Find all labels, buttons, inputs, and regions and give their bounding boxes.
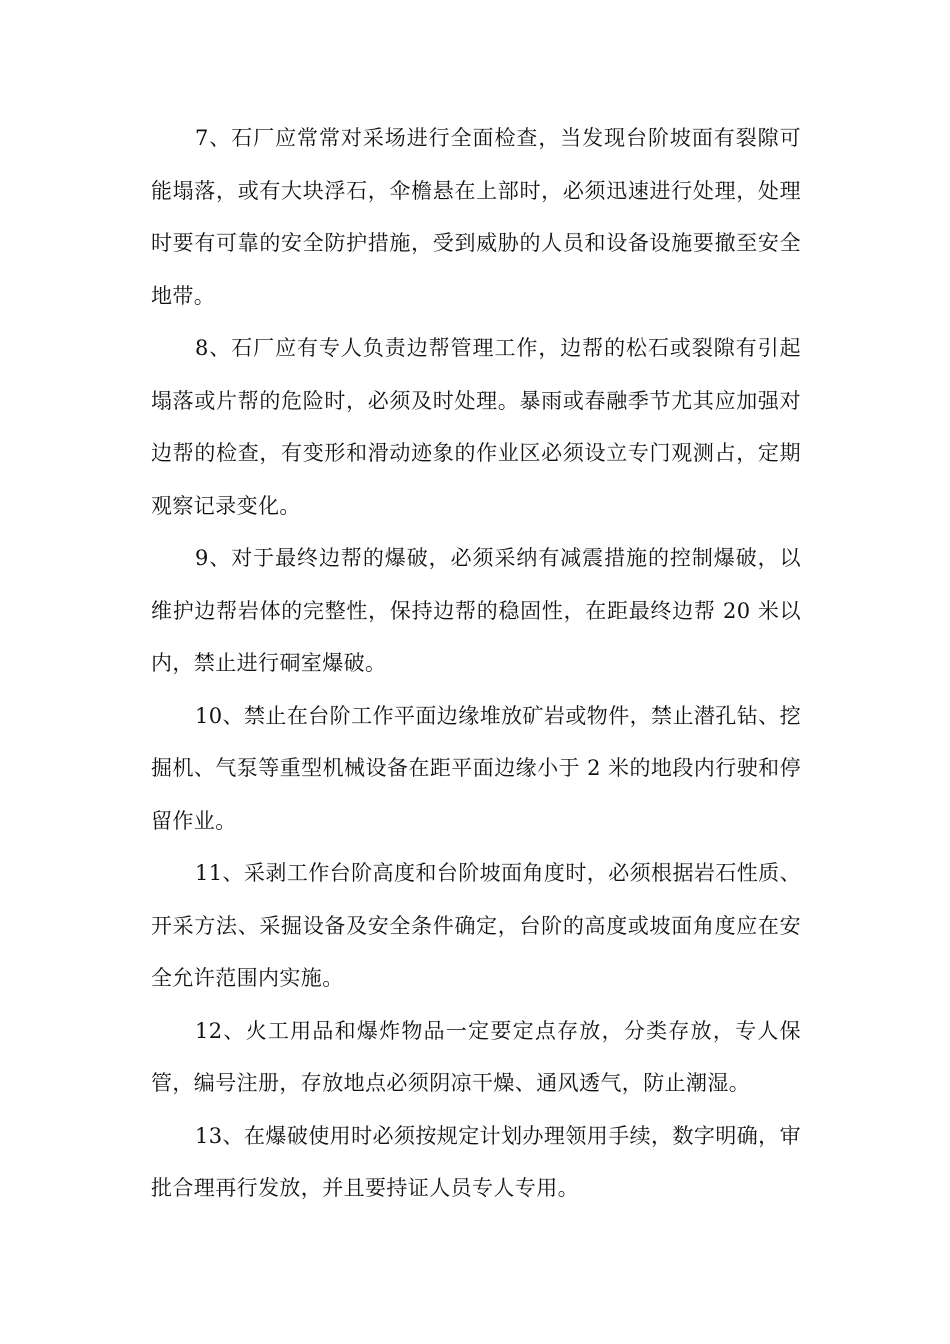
- paragraph-item-13: 13、在爆破使用时必须按规定计划办理领用手续，数字明确，审批合理再行发放，并且要持证人员专人专用。: [151, 1123, 801, 1200]
- paragraph-item-9: 9、对于最终边帮的爆破，必须采纳有减震措施的控制爆破，以维护边帮岩体的完整性，保持边帮的稳固性，在距最终边帮 20 米以内，禁止进行硐室爆破。: [151, 546, 801, 675]
- paragraph-item-7: 7、石厂应常常对采场进行全面检查，当发现台阶坡面有裂隙可能塌落，或有大块浮石，伞檐悬在上部时，必须迅速进行处理，处理时要有可靠的安全防护措施，受到威胁的人员和设备设施要撤至安全地带。: [151, 126, 801, 308]
- paragraph-item-8: 8、石厂应有专人负责边帮管理工作，边帮的松石或裂隙有引起塌落或片帮的危险时，必须及时处理。暴雨或春融季节尤其应加强对边帮的检查，有变形和滑动迹象的作业区必须设立专门观测占，定期观察记录变化。: [151, 336, 801, 518]
- paragraph-item-10: 10、禁止在台阶工作平面边缘堆放矿岩或物件，禁止潜孔钻、挖掘机、气泵等重型机械设备在距平面边缘小于 2 米的地段内行驶和停留作业。: [151, 703, 801, 833]
- document-body: [151, 112, 801, 1215]
- paragraph-item-12: 12、火工用品和爆炸物品一定要定点存放，分类存放，专人保管，编号注册，存放地点必须阴凉干燥、通风透气，防止潮湿。: [151, 1018, 801, 1095]
- paragraph-item-11: 11、采剥工作台阶高度和台阶坡面角度时，必须根据岩石性质、开采方法、采掘设备及安全条件确定，台阶的高度或坡面角度应在安全允许范围内实施。: [151, 861, 801, 990]
